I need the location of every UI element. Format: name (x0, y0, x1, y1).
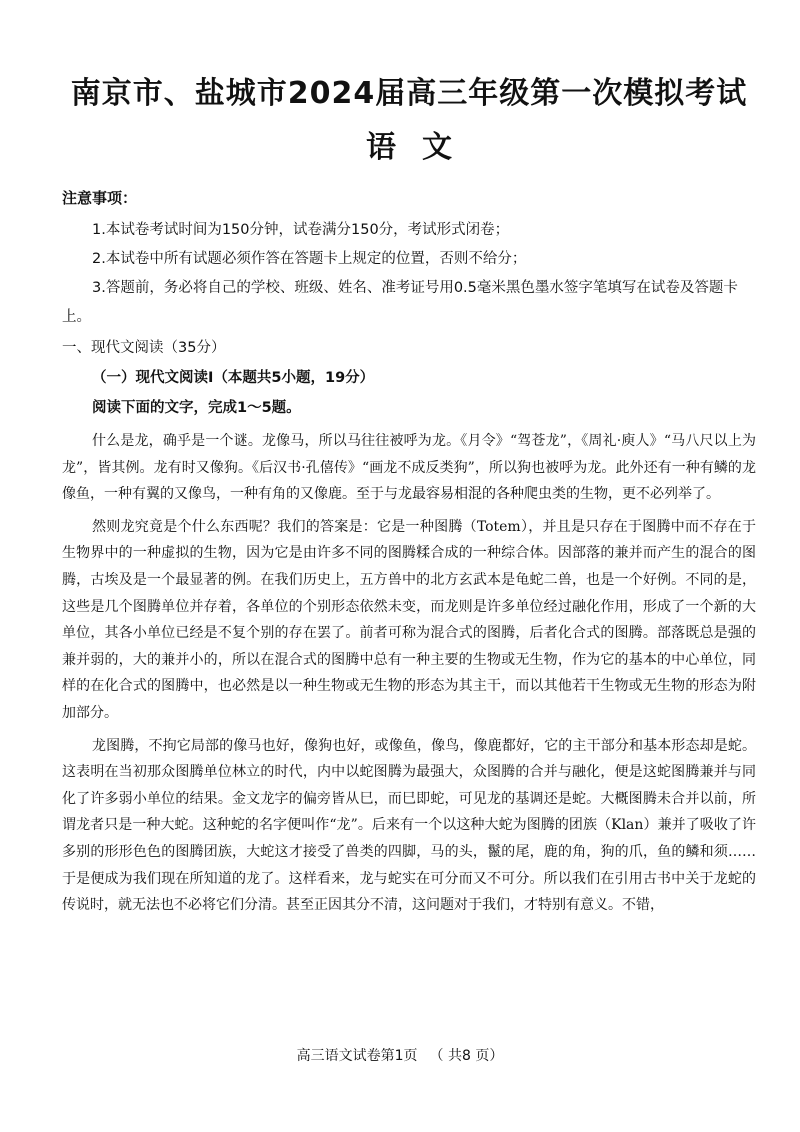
page-number-label: 高三语文试卷第1页 (296, 1048, 418, 1064)
notice-item: 2.本试卷中所有试题必须作答在答题卡上规定的位置，否则不给分； (92, 251, 527, 267)
passage-paragraph: 然则龙究竟是个什么东西呢？我们的答案是：它是一种图腾（Totem），并且是只存在于图腾中而不存在于生物界中的一种虚拟的生物，因为它是由许多不同的图腾糅合成的一种综合体。因部落的兼并而产生的混合的图腾，古埃及是一个最显著的例。在我们历史上，五方兽中的北方玄武本是龟蛇二兽，也是一个好例。不同的是，这些是几个图腾单位并存着，各单位的个别形态依然未变，而龙则是许多单位经过融化作用，形成了一个新的大单位，其各小单位已经是不复个别的存在罢了。前者可称为混合式的图腾，后者化合式的图腾。部落既总是强的兼并弱的，大的兼并小的，所以在混合式的图腾中总有一种主要的生物或无生物，作为它的基本的中心单位，同样的在化合式的图腾中，也必然是以一种生物或无生物的形态为其主干，而以其他若干生物或无生物的形态为附加部分。 (62, 518, 756, 721)
exam-title: 南京市、盐城市2024届高三年级第一次模拟考试 (70, 76, 748, 111)
notice-heading: 注意事项： (62, 189, 138, 207)
notice-list (62, 216, 756, 332)
notice-item: 1.本试卷考试时间为150分钟，试卷满分150分，考试形式闭卷； (92, 222, 510, 238)
passage-paragraph: 什么是龙，确乎是一个谜。龙像马，所以马往往被呼为龙。《月令》“驾苍龙”，《周礼·庾人》“马八尺以上为龙”，皆其例。龙有时又像狗。《后汉书·孔僖传》“画龙不成反类狗”，所以狗也被呼为龙。此外还有一种有鳞的龙像鱼，一种有翼的又像鸟，一种有角的又像鹿。至于与龙最容易相混的各种爬虫类的生物，更不必列举了。 (62, 433, 756, 503)
page-footer (0, 1046, 800, 1066)
section-heading: 一、现代文阅读（35分） (62, 340, 226, 356)
passage-paragraph: 龙图腾，不拘它局部的像马也好，像狗也好，或像鱼，像鸟，像鹿都好，它的主干部分和基本形态却是蛇。这表明在当初那众图腾单位林立的时代，内中以蛇图腾为最强大，众图腾的合并与融化，便是这蛇图腾兼并与同化了许多弱小单位的结果。金文龙字的偏旁皆从巳，而巳即蛇，可见龙的基调还是蛇。大概图腾未合并以前，所谓龙者只是一种大蛇。这种蛇的名字便叫作“龙”。后来有一个以这种大蛇为图腾的团族（Klan）兼并了吸收了许多别的形形色色的图腾团族，大蛇这才接受了兽类的四脚，马的头，鬣的尾，鹿的角，狗的爪，鱼的鳞和须……于是便成为我们现在所知道的龙了。这样看来，龙与蛇实在可分而又不可分。所以我们在引用古书中关于龙蛇的传说时，就无法也不必将它们分清。甚至正因其分不清，这问题对于我们，才特别有意义。不错， (62, 737, 756, 914)
subject-title: 语文 (366, 130, 478, 165)
total-pages-label: （ 共8 页） (429, 1048, 504, 1064)
reading-instruction: 阅读下面的文字，完成1～5题。 (92, 400, 301, 416)
notice-item: 3.答题前，务必将自己的学校、班级、姓名、准考证号用0.5毫米黑色墨水签字笔填写在试卷及答题卡上。 (62, 280, 738, 325)
sub-section-heading: （一）现代文阅读Ⅰ（本题共5小题，19分） (92, 370, 375, 386)
